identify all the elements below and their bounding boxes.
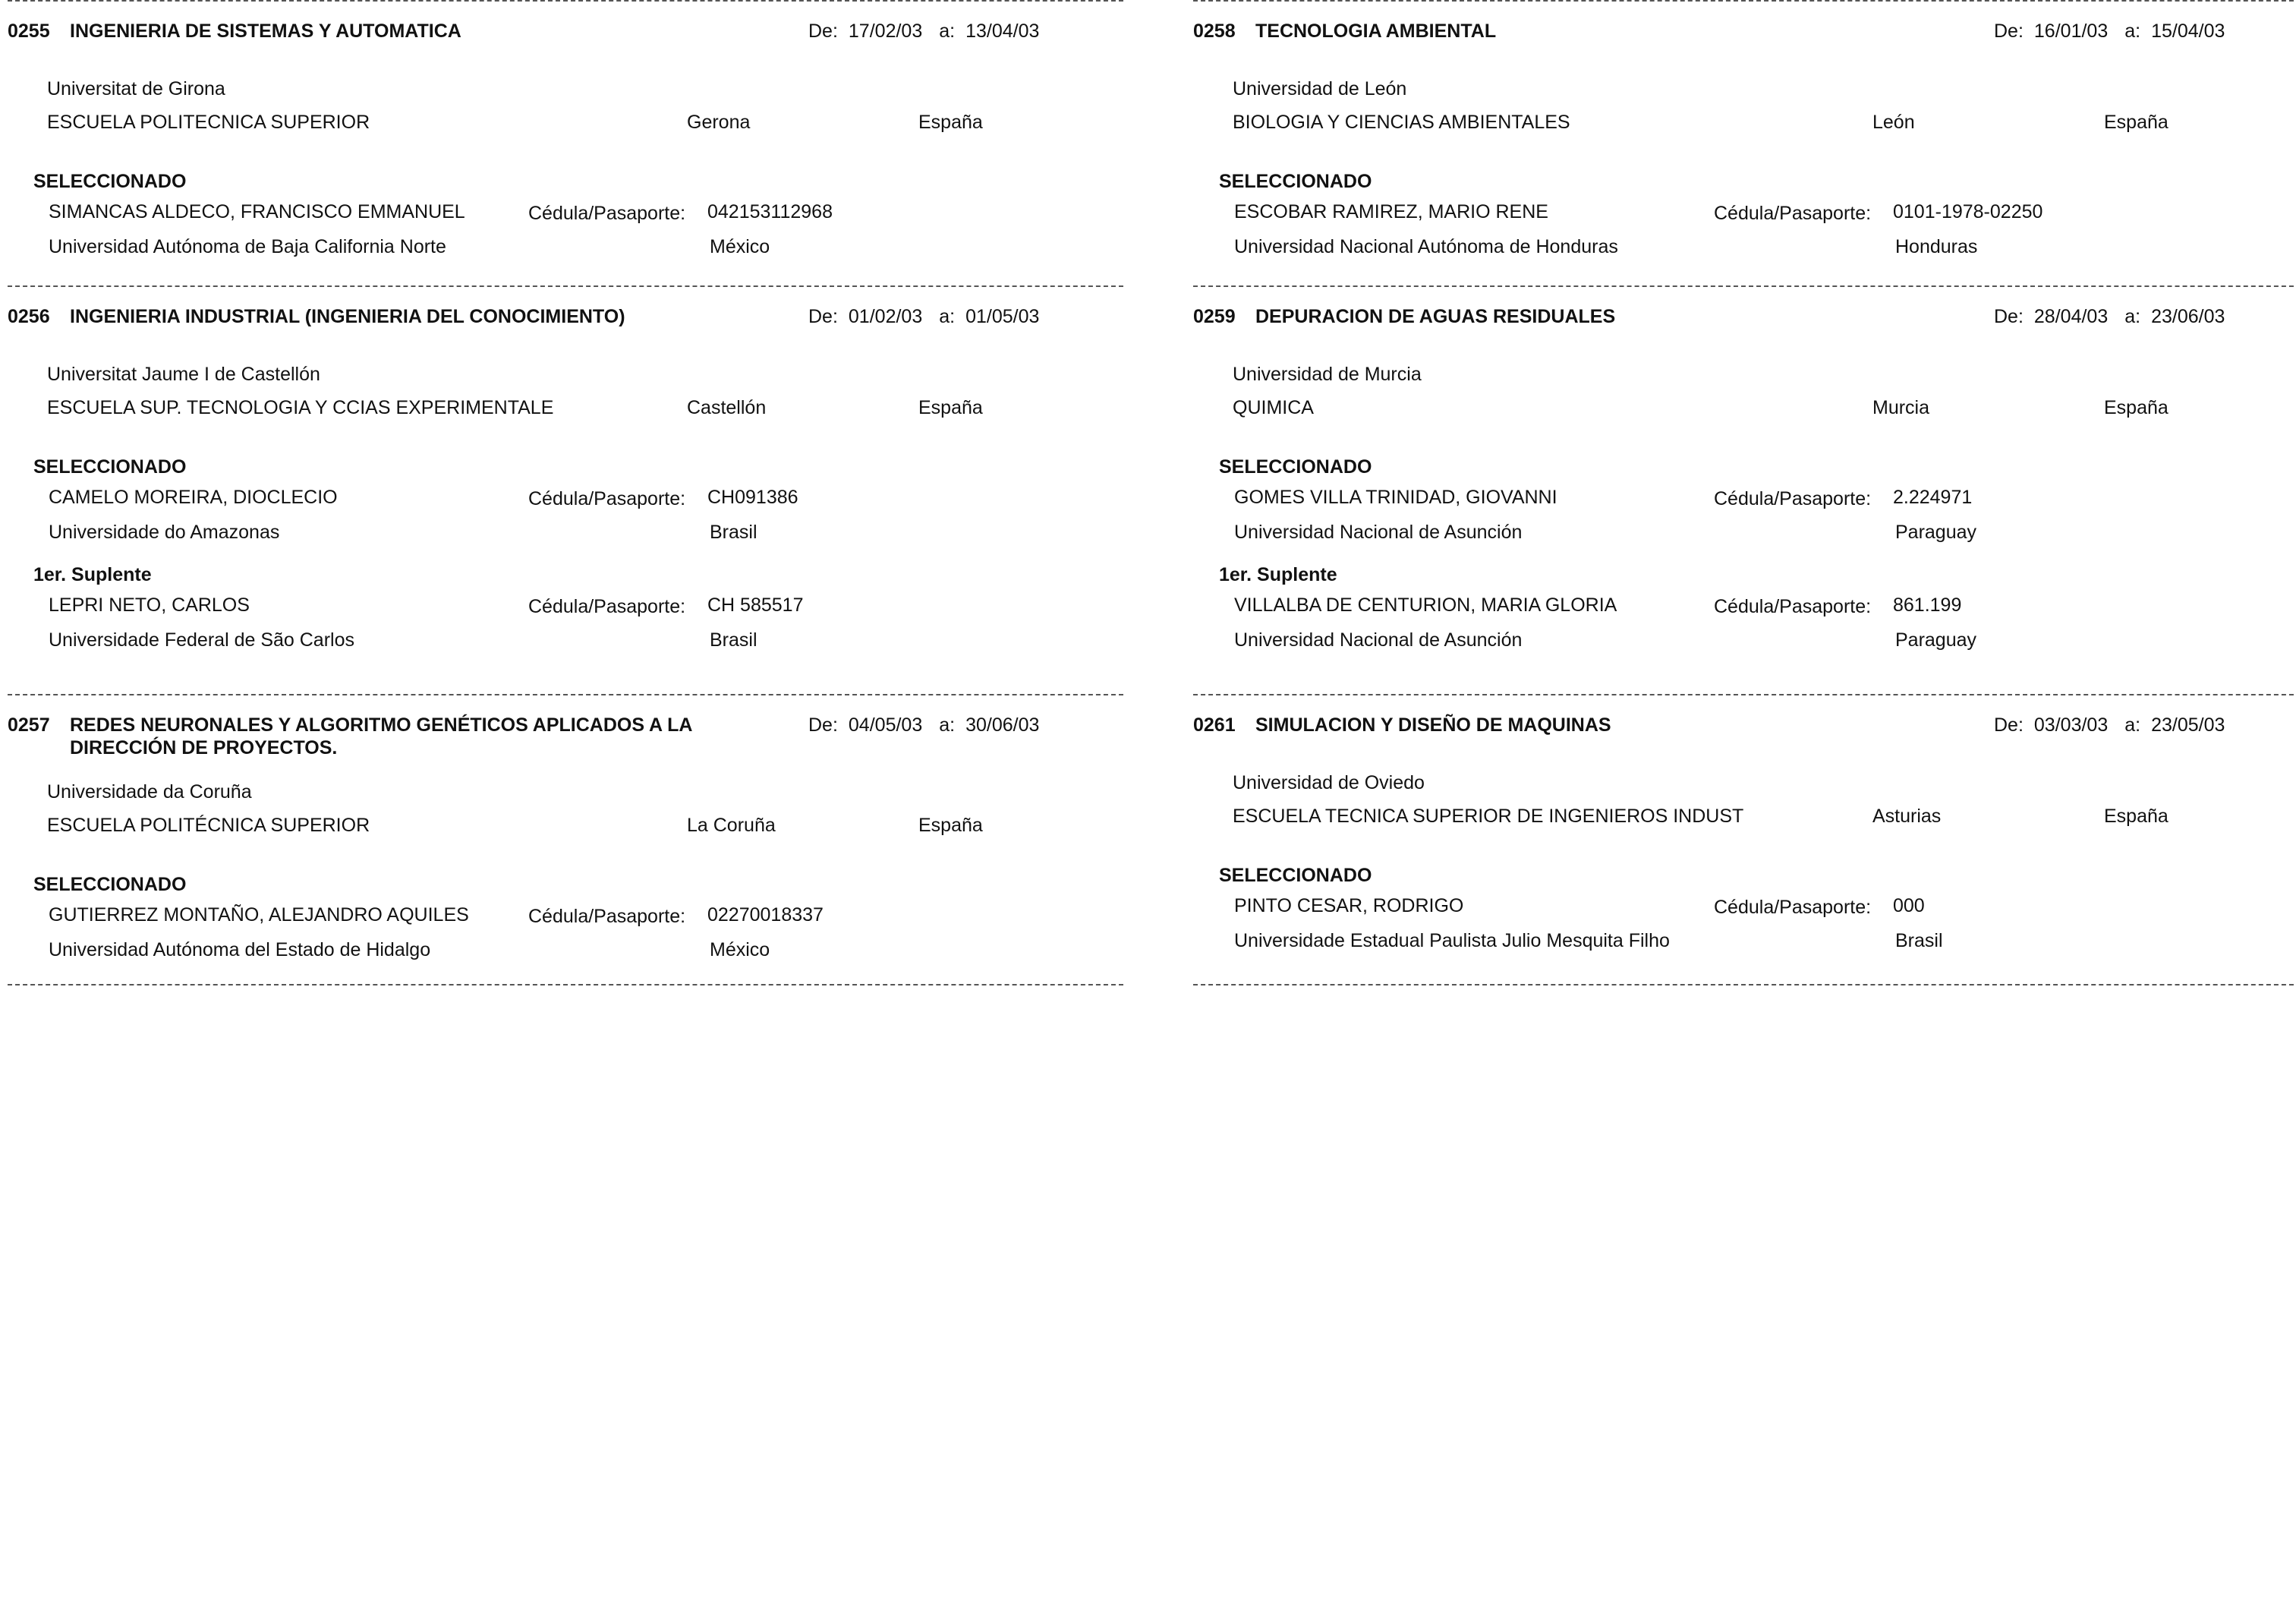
program-entry [8, 695, 1123, 984]
host-university: Universidad de León [1233, 78, 1407, 99]
candidate-country: Paraguay [1895, 522, 1977, 543]
from-date: 01/02/03 [848, 306, 923, 327]
candidate-role: 1er. Suplente [33, 564, 152, 585]
program-title: INGENIERIA INDUSTRIAL (INGENIERIA DEL CONOCIMIENTO) [70, 306, 625, 327]
right-column [1193, 0, 2296, 985]
program-dates [808, 305, 1039, 328]
candidate-country: Honduras [1895, 236, 1978, 257]
from-label: De: [808, 306, 838, 327]
host-university: Universitat de Girona [47, 78, 225, 99]
to-label: a: [939, 20, 956, 42]
program-title: REDES NEURONALES Y ALGORITMO GENÉTICOS APLICADOS A LA DIRECCIÓN DE PROYECTOS. [70, 714, 692, 758]
candidate-id: 2.224971 [1893, 487, 1973, 508]
program-dates [1994, 714, 2225, 736]
host-school: BIOLOGIA Y CIENCIAS AMBIENTALES [1233, 112, 1570, 133]
from-label: De: [808, 20, 838, 42]
candidate-id: 861.199 [1893, 594, 1962, 616]
host-university: Universidade da Coruña [47, 781, 252, 803]
candidate-university: Universidade do Amazonas [49, 522, 280, 543]
program-code: 0258 [1193, 20, 1236, 42]
id-label: Cédula/Pasaporte: [528, 906, 686, 927]
to-date: 30/06/03 [965, 714, 1040, 736]
left-column [8, 0, 1123, 985]
candidate-role: SELECCIONADO [1219, 171, 1372, 192]
candidate-id: CH 585517 [707, 594, 804, 616]
to-label: a: [2124, 306, 2141, 327]
candidate-university: Universidad Nacional Autónoma de Honduras [1234, 236, 1618, 257]
host-university: Universitat Jaume I de Castellón [47, 364, 320, 385]
program-title: SIMULACION Y DISEÑO DE MAQUINAS [1255, 714, 1611, 736]
candidate-country: México [710, 939, 770, 960]
candidate-name: LEPRI NETO, CARLOS [49, 594, 250, 616]
program-dates [808, 20, 1039, 43]
host-school: QUIMICA [1233, 397, 1314, 418]
program-entry [1193, 2, 2296, 285]
candidate-university: Universidad Nacional de Asunción [1234, 629, 1523, 651]
host-country: España [2104, 397, 2168, 418]
program-title: INGENIERIA DE SISTEMAS Y AUTOMATICA [70, 20, 461, 42]
program-code: 0261 [1193, 714, 1236, 736]
id-label: Cédula/Pasaporte: [1714, 203, 1872, 224]
id-label: Cédula/Pasaporte: [1714, 488, 1872, 509]
candidate-name: SIMANCAS ALDECO, FRANCISCO EMMANUEL [49, 201, 465, 222]
candidate-country: México [710, 236, 770, 257]
id-label: Cédula/Pasaporte: [528, 596, 686, 617]
candidate-university: Universidad Autónoma de Baja California Norte [49, 236, 446, 257]
candidate-role: SELECCIONADO [1219, 456, 1372, 478]
separator [1193, 984, 2296, 985]
host-country: España [2104, 112, 2168, 133]
program-code: 0257 [8, 714, 50, 736]
candidate-name: CAMELO MOREIRA, DIOCLECIO [49, 487, 338, 508]
program-entry [8, 2, 1123, 285]
from-label: De: [808, 714, 838, 736]
candidate-university: Universidad Nacional de Asunción [1234, 522, 1523, 543]
candidate-name: GOMES VILLA TRINIDAD, GIOVANNI [1234, 487, 1557, 508]
candidate-country: Brasil [710, 629, 757, 651]
separator [8, 984, 1123, 985]
candidate-name: GUTIERREZ MONTAÑO, ALEJANDRO AQUILES [49, 904, 469, 926]
to-date: 13/04/03 [965, 20, 1040, 42]
program-title: TECNOLOGIA AMBIENTAL [1255, 20, 1497, 42]
program-title: DEPURACION DE AGUAS RESIDUALES [1255, 306, 1616, 327]
candidate-university: Universidade Federal de São Carlos [49, 629, 354, 651]
id-label: Cédula/Pasaporte: [1714, 596, 1872, 617]
host-city: Gerona [687, 112, 751, 133]
candidate-id: 042153112968 [707, 201, 833, 222]
host-city: Murcia [1872, 397, 1930, 418]
host-city: Castellón [687, 397, 767, 418]
program-entry [1193, 695, 2296, 984]
from-date: 17/02/03 [848, 20, 923, 42]
to-date: 15/04/03 [2151, 20, 2225, 42]
candidate-name: VILLALBA DE CENTURION, MARIA GLORIA [1234, 594, 1617, 616]
candidate-role: SELECCIONADO [33, 171, 187, 192]
candidate-role: SELECCIONADO [1219, 865, 1372, 886]
from-date: 28/04/03 [2033, 306, 2109, 327]
id-label: Cédula/Pasaporte: [1714, 897, 1872, 918]
candidate-id: CH091386 [707, 487, 798, 508]
candidate-country: Brasil [710, 522, 757, 543]
host-school: ESCUELA POLITÉCNICA SUPERIOR [47, 815, 370, 836]
from-label: De: [1994, 20, 2024, 42]
from-label: De: [1994, 714, 2024, 736]
host-country: España [2104, 806, 2168, 827]
program-entry [1193, 287, 2296, 694]
to-label: a: [939, 714, 956, 736]
candidate-name: PINTO CESAR, RODRIGO [1234, 895, 1464, 916]
candidate-country: Paraguay [1895, 629, 1977, 651]
to-date: 23/06/03 [2151, 306, 2225, 327]
to-label: a: [2124, 20, 2141, 42]
program-code: 0255 [8, 20, 50, 42]
to-date: 01/05/03 [965, 306, 1040, 327]
program-dates [1994, 305, 2225, 328]
program-code: 0259 [1193, 306, 1236, 327]
from-label: De: [1994, 306, 2024, 327]
host-university: Universidad de Murcia [1233, 364, 1422, 385]
id-label: Cédula/Pasaporte: [528, 488, 686, 509]
candidate-id: 000 [1893, 895, 1925, 916]
candidate-name: ESCOBAR RAMIREZ, MARIO RENE [1234, 201, 1548, 222]
program-entry [8, 287, 1123, 694]
program-code: 0256 [8, 306, 50, 327]
host-country: España [918, 112, 983, 133]
candidate-university: Universidade Estadual Paulista Julio Mesquita Filho [1234, 930, 1670, 951]
candidate-role: SELECCIONADO [33, 456, 187, 478]
program-dates [1994, 20, 2225, 43]
from-date: 03/03/03 [2033, 714, 2109, 736]
program-dates [808, 714, 1039, 736]
host-school: ESCUELA POLITECNICA SUPERIOR [47, 112, 370, 133]
host-school: ESCUELA TECNICA SUPERIOR DE INGENIEROS INDUST [1233, 806, 1744, 827]
candidate-id: 02270018337 [707, 904, 824, 926]
to-label: a: [939, 306, 956, 327]
from-date: 16/01/03 [2033, 20, 2109, 42]
host-country: España [918, 815, 983, 836]
candidate-id: 0101-1978-02250 [1893, 201, 2043, 222]
to-date: 23/05/03 [2151, 714, 2225, 736]
id-label: Cédula/Pasaporte: [528, 203, 686, 224]
candidate-university: Universidad Autónoma del Estado de Hidalgo [49, 939, 431, 960]
candidate-role: 1er. Suplente [1219, 564, 1337, 585]
host-city: La Coruña [687, 815, 776, 836]
host-country: España [918, 397, 983, 418]
candidate-country: Brasil [1895, 930, 1943, 951]
host-city: León [1872, 112, 1915, 133]
candidate-role: SELECCIONADO [33, 874, 187, 895]
host-city: Asturias [1872, 806, 1942, 827]
host-school: ESCUELA SUP. TECNOLOGIA Y CCIAS EXPERIMENTALE [47, 397, 554, 418]
from-date: 04/05/03 [848, 714, 923, 736]
to-label: a: [2124, 714, 2141, 736]
host-university: Universidad de Oviedo [1233, 772, 1425, 793]
